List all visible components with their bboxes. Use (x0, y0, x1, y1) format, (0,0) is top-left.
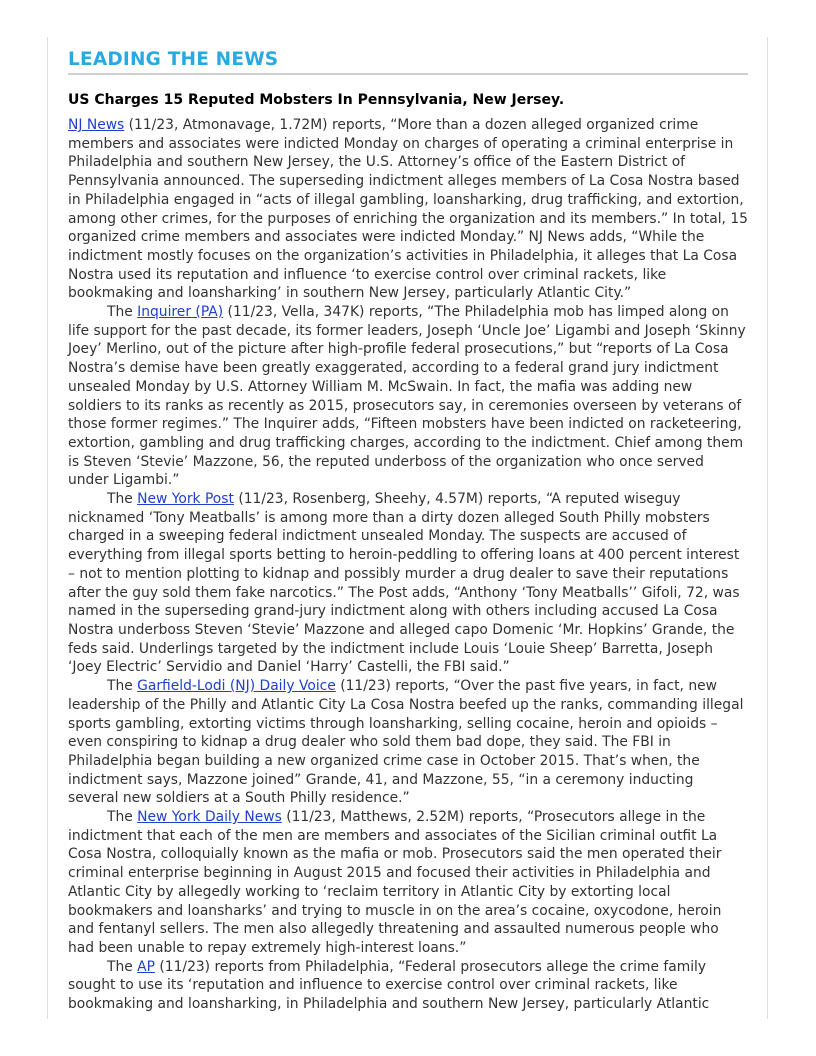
article-paragraph (68, 958, 748, 1014)
document-page (68, 48, 748, 1014)
article-paragraph (68, 490, 748, 677)
paragraph-text: (11/23) reports from Philadelphia, “Federal prosecutors allege the crime family sought to use its ‘reputation and influence to exercise control over criminal rackets, like bookmaking and loansharking, in Philadelphia and southern New Jersey, particularly Atlantic (68, 958, 710, 1013)
article-paragraph (68, 116, 748, 303)
article-paragraph (68, 303, 748, 490)
source-link-inquirer[interactable]: Inquirer (PA) (137, 304, 224, 321)
source-link-ny-daily-news[interactable]: New York Daily News (137, 809, 282, 826)
page-left-border (47, 37, 48, 1019)
paragraph-prefix: The (107, 958, 138, 975)
paragraph-text: (11/23, Vella, 347K) reports, “The Philadelphia mob has limped along on life support for the past decade, its former leaders, Joseph ‘Uncle Joe’ Ligambi and Joseph ‘Skinny Joey’ Merlino, out of the picture after high-profile federal prosecutions,” but “reports of La Cosa Nostra’s demise have been greatly exaggerated, according to a federal grand jury indictment unsealed Monday by U.S. Attorney William M. McSwain. In fact, the mafia was adding new soldiers to its ranks as recently as 2015, prosecutors say, in ceremonies overseen by veterans of those former regimes.” The Inquirer adds, “Fifteen mobsters have been indicted on racketeering, extortion, gambling and drug trafficking charges, according to the indictment. Chief among them is Steven ‘Stevie’ Mazzone, 56, the reputed underboss of the organization who once served under Ligambi.” (68, 304, 746, 489)
source-link-nj-news[interactable]: NJ News (68, 117, 125, 133)
source-link-ap[interactable]: AP (137, 958, 155, 975)
article-paragraph (68, 677, 748, 808)
paragraph-text: (11/23, Atmonavage, 1.72M) reports, “More than a dozen alleged organized crime members and associates were indicted Monday on charges of operating a criminal enterprise in Philadelphia and southern New Jersey, the U.S. Attorney’s office of the Eastern District of Pennsylvania announced. The superseding indictment alleges members of La Cosa Nostra based in Philadelphia engaged in “acts of illegal gambling, loansharking, drug trafficking, and extortion, among other crimes, for the purposes of enriching the organization and its members.” In total, 15 organized crime members and associates were indicted Monday.” NJ News adds, “While the indictment mostly focuses on the organization’s activities in Philadelphia, it alleges that La Cosa Nostra used its reputation and influence ‘to exercise control over criminal rackets, like bookmaking and loansharking’ in southern New Jersey, particularly Atlantic City.” (68, 117, 748, 302)
paragraph-prefix: The (107, 678, 138, 695)
paragraph-prefix: The (107, 491, 138, 508)
paragraph-text: (11/23, Rosenberg, Sheehy, 4.57M) reports, “A reputed wiseguy nicknamed ‘Tony Meatballs’ is among more than a dirty dozen alleged South Philly mobsters charged in a sweeping federal indictment unsealed Monday. The suspects are accused of everything from illegal sports betting to heroin-peddling to offering loans at 400 percent interest – not to mention plotting to kidnap and possibly murder a drug dealer to save their reputations after the guy sold them fake narcotics.” The Post adds, “Anthony ‘Tony Meatballs’’ Gifoli, 72, was named in the superseding grand-jury indictment along with others including accused La Cosa Nostra underboss Steven ‘Stevie’ Mazzone and alleged capo Domenic ‘Mr. Hopkins’ Grande, the feds said. Underlings targeted by the indictment include Louis ‘Louie Sheep’ Barretta, Joseph ‘Joey Electric’ Servidio and Daniel ‘Harry’ Castelli, the FBI said.” (68, 491, 740, 676)
section-title: LEADING THE NEWS (68, 48, 748, 75)
source-link-new-york-post[interactable]: New York Post (137, 491, 234, 508)
page-right-border (767, 37, 768, 1019)
paragraph-text: (11/23, Matthews, 2.52M) reports, “Prosecutors allege in the indictment that each of the men are members and associates of the Sicilian criminal outfit La Cosa Nostra, colloquially known as the mafia or mob. Prosecutors said the men operated their criminal enterprise beginning in August 2015 and focused their activities in Philadelphia and Atlantic City by allegedly working to ‘reclaim territory in Atlantic City by extorting local bookmakers and loansharks’ and trying to muscle in on the area’s cocaine, oxycodone, heroin and fentanyl sellers. The men also allegedly threatening and assaulted numerous people who had been unable to repay extremely high-interest loans.” (68, 809, 722, 956)
article-paragraph (68, 808, 748, 958)
paragraph-prefix: The (107, 809, 138, 826)
source-link-daily-voice[interactable]: Garfield-Lodi (NJ) Daily Voice (137, 678, 336, 695)
paragraph-prefix: The (107, 304, 138, 321)
paragraph-text: (11/23) reports, “Over the past five years, in fact, new leadership of the Philly and Atlantic City La Cosa Nostra beefed up the ranks, commanding illegal sports gambling, extorting victims through loansharking, selling cocaine, heroin and opioids – even conspiring to kidnap a drug dealer who sold them bad dope, they said. The FBI in Philadelphia began building a new organized crime case in October 2015. That’s when, the indictment says, Mazzone joined” Grande, 41, and Mazzone, 55, “in a ceremony inducting several new soldiers at a South Philly residence.” (68, 678, 744, 807)
article-headline: US Charges 15 Reputed Mobsters In Pennsylvania, New Jersey. (68, 92, 565, 108)
